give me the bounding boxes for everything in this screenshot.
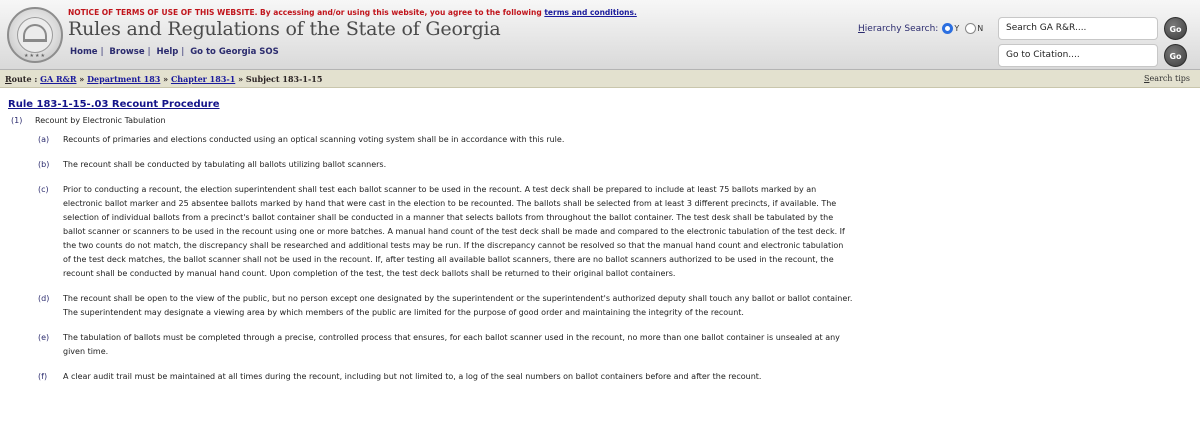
breadcrumb-separator: » [163,74,169,84]
nav-home-link[interactable]: Home [70,47,98,57]
subparagraph-text: The recount shall be conducted by tabulating all ballots utilizing ballot scanners. [63,160,387,169]
hierarchy-label [858,24,938,34]
subparagraph-b [8,158,1192,172]
terms-link[interactable]: terms and conditions. [544,8,637,17]
subparagraph-label: (e) [38,333,50,342]
subparagraph-label: (f) [38,372,48,381]
subparagraph-text: A clear audit trail must be maintained at all times during the recount, including but not limited to, a log of the seal numbers on ballot containers before and after the recount. [63,372,762,381]
rule-title[interactable]: Rule 183-1-15-.03 Recount Procedure [8,99,220,110]
nav-help-link[interactable]: Help [156,47,179,57]
subparagraph-label: (b) [38,160,50,169]
subparagraph-d [8,292,1192,320]
search-input[interactable]: Search GA R&R.... [998,17,1158,40]
route-label-text: oute : [11,74,38,84]
terms-notice-text: NOTICE OF TERMS OF USE OF THIS WEBSITE. By accessing and/or using this website, you agree to the following [68,8,542,17]
subparagraph-c [8,183,1192,281]
terms-notice [68,8,637,17]
paragraph-1 [8,114,1192,128]
subparagraph-label: (a) [38,135,50,144]
breadcrumb-chapter[interactable]: Chapter 183-1 [170,74,236,84]
subparagraph-label: (d) [38,294,50,303]
subparagraph-text: Recounts of primaries and elections conducted using an optical scanning voting system shall be in accordance with this rule. [63,135,565,144]
seal-arch-icon [23,24,47,42]
rule-content [0,99,1200,384]
search-go-button[interactable]: Go [1164,17,1187,40]
hierarchy-yes-radio[interactable] [942,23,953,34]
search-tips-accesskey: S [1144,74,1150,83]
breadcrumb [0,70,1200,88]
route-label [5,74,37,84]
hierarchy-search [858,23,985,34]
hierarchy-yes-label: Y [954,24,960,33]
paragraph-label: (1) [11,116,23,125]
breadcrumb-department[interactable]: Department 183 [87,74,161,84]
nav-separator: | [100,47,104,57]
subparagraph-f [8,370,1192,384]
subparagraph-text: Prior to conducting a recount, the election superintendent shall test each ballot scanner to be used in the recount. A test deck shall be prepared to include at least 75 ballots marked by an electronic ballot marker and 25 absentee ballots marked by hand that were cast in the election to be recounted. The ballots shall be selected from at least 3 different precincts, if available. The selection of individual ballots from a precinct's ballot container shall be conducted in a manner that selects ballots from throughout the ballot container. The test desk shall be tabulated by the ballot scanner or scanners to be used in the recount using one or more batches. A manual hand count of the test deck shall be made and compared to the electronic tabulation of the test deck. If the two counts do not match, the discrepancy shall be researched and additional tests may be run. If the discrepancy cannot be resolved so that the manual hand count and electronic tabulation of the test deck matches, the ballot scanner shall not be used in the recount. If, after testing all available ballot scanners, there are no ballot scanners authorized to be used in the recount, the recount shall be conducted by manual hand count. Upon completion of the test, the test deck ballots shall be returned to their original ballot containers. [63,185,845,278]
search-tips-text: earch tips [1149,74,1190,83]
citation-go-button[interactable]: Go [1164,44,1187,67]
subparagraph-text: The tabulation of ballots must be completed through a precise, controlled process that ensures, for each ballot scanner used in the recount, no more than one ballot container is unsealed at any given time. [63,333,840,356]
georgia-seal-logo[interactable] [7,7,63,63]
hierarchy-no-radio[interactable] [965,23,976,34]
nav-separator: | [147,47,151,57]
subparagraph-e [8,331,1192,359]
nav-separator: | [181,47,185,57]
breadcrumb-separator: » [238,74,244,84]
site-header [0,0,1200,70]
hierarchy-no-label: N [977,24,984,33]
site-title[interactable]: Rules and Regulations of the State of Georgia [68,18,501,40]
hierarchy-label-text: ierarchy Search: [864,23,939,34]
nav-sos-link[interactable]: Go to Georgia SOS [190,47,279,57]
hierarchy-label-accesskey: H [858,23,865,34]
route-label-accesskey: R [5,74,12,84]
subparagraph-text: The recount shall be open to the view of the public, but no person except one designated by the superintendent or the superintendent's authorized deputy shall touch any ballot or ballot container. The superintendent may designate a viewing area by which members of the public are limited for the purpose of good order and maintaining the integrity of the recount. [63,294,853,317]
breadcrumb-current: Subject 183-1-15 [245,74,323,84]
breadcrumb-ga-rr[interactable]: GA R&R [40,74,77,84]
seal-stars-icon: ★★★★ [24,53,46,59]
subparagraph-a [8,133,1192,147]
nav-browse-link[interactable]: Browse [109,47,145,57]
search-tips-link[interactable] [1144,70,1190,88]
citation-input[interactable]: Go to Citation.... [998,44,1158,67]
top-nav [70,47,279,57]
paragraph-text: Recount by Electronic Tabulation [35,116,166,125]
subparagraph-label: (c) [38,185,49,194]
breadcrumb-separator: » [79,74,85,84]
